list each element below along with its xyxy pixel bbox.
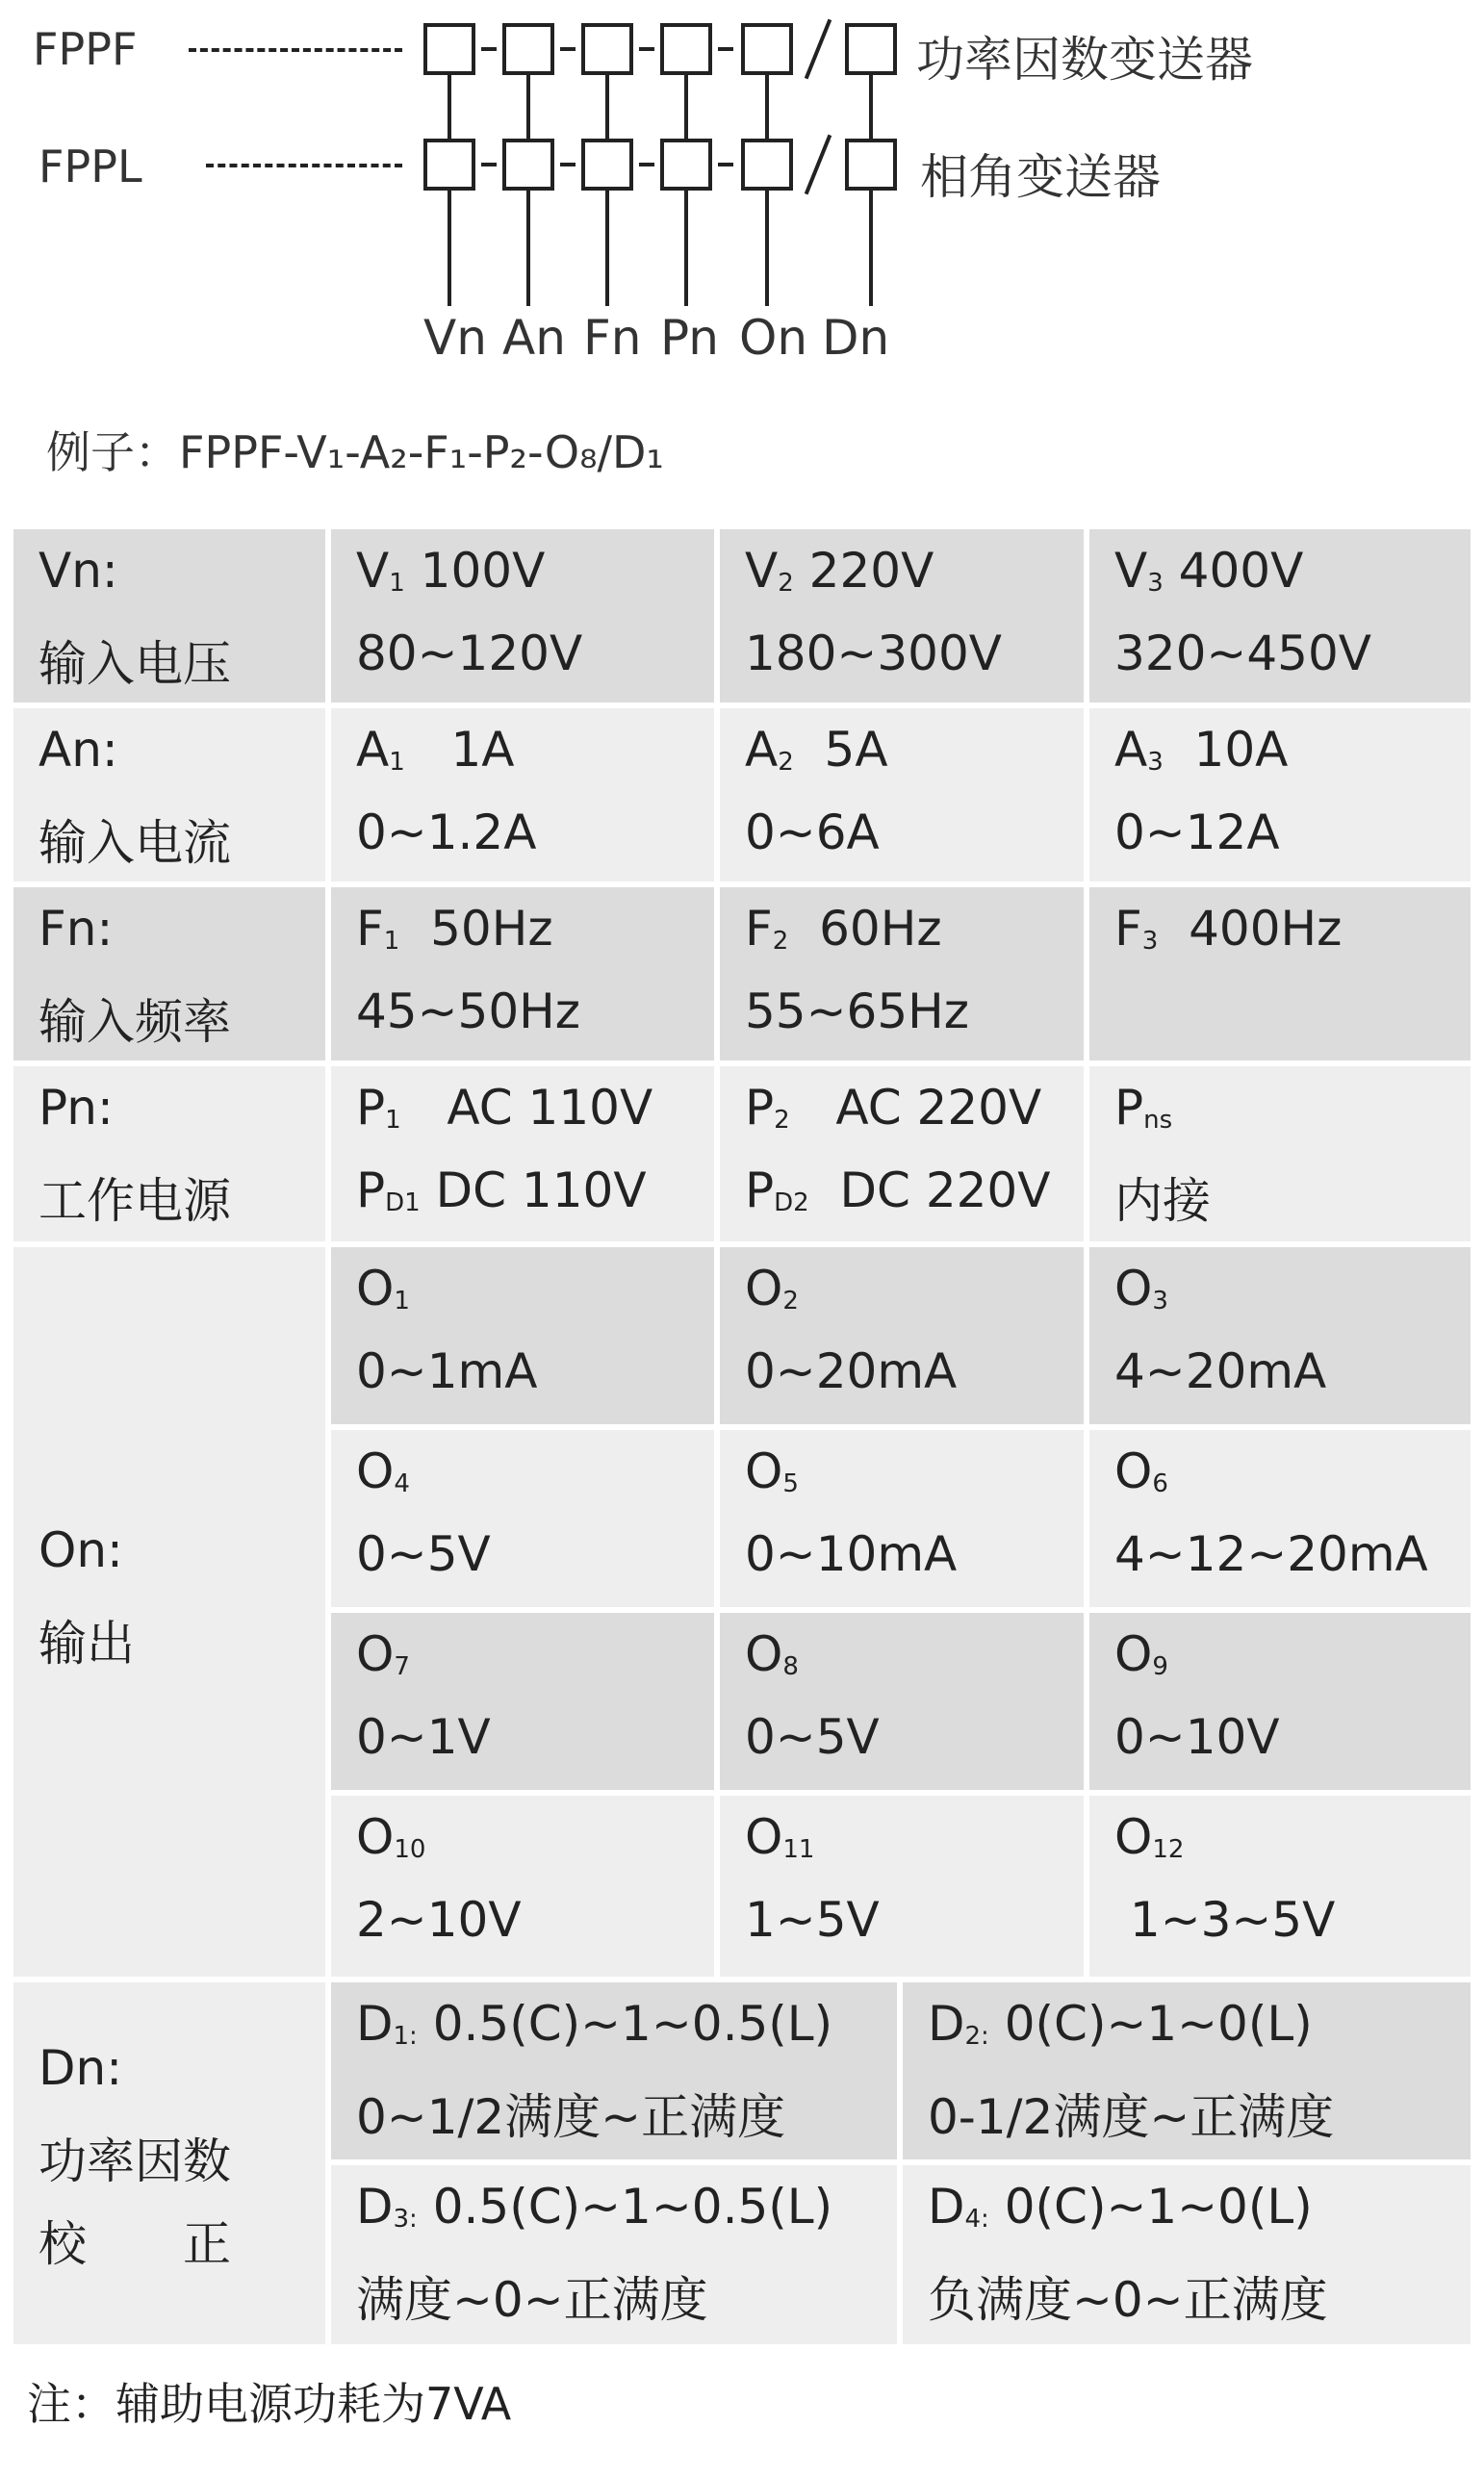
hyphen <box>718 47 733 51</box>
code-box <box>502 23 554 75</box>
cell-d1: $D_{1:}$ 0.5(C)~1~0.5(L) 0~1/2满度~正满度 <box>331 1982 897 2159</box>
cell-o9: $O_9$ 0~10V <box>1089 1613 1471 1790</box>
drop-line <box>869 191 873 306</box>
connector <box>605 75 609 139</box>
cell-o3: $O_3$ 4~20mA <box>1089 1247 1471 1424</box>
row-header-an: An: 输入电流 <box>13 708 325 881</box>
code-fppf: FPPF <box>33 23 138 75</box>
name-fppf: 功率因数变送器 <box>916 32 1253 88</box>
footnote: 注：辅助电源功耗为7VA <box>27 2378 512 2430</box>
cell-o11: $O_{11}$ 1~5V <box>720 1796 1084 1977</box>
code-box <box>502 139 554 191</box>
axis-label-fn: Fn <box>583 310 642 366</box>
hyphen <box>560 47 576 51</box>
cell-d2: $D_{2:}$ 0(C)~1~0(L) 0-1/2满度~正满度 <box>903 1982 1471 2159</box>
code-box <box>423 139 475 191</box>
cell-o4: $O_4$ 0~5V <box>331 1430 714 1607</box>
cell-pns: $P_{ns}$ 内接 <box>1089 1066 1471 1241</box>
code-box <box>581 23 633 75</box>
cell-o1: $O_1$ 0~1mA <box>331 1247 714 1424</box>
connector <box>765 75 769 139</box>
drop-line <box>684 191 688 306</box>
hyphen <box>718 163 733 166</box>
code-box <box>741 23 793 75</box>
drop-line <box>765 191 769 306</box>
hyphen <box>639 47 654 51</box>
cell-o2: $O_2$ 0~20mA <box>720 1247 1084 1424</box>
row-header-pn: Pn: 工作电源 <box>13 1066 325 1241</box>
cell-o5: $O_5$ 0~10mA <box>720 1430 1084 1607</box>
code-box <box>845 139 897 191</box>
code-box <box>581 139 633 191</box>
axis-label-pn: Pn <box>660 310 719 366</box>
row-header-fn: Fn: 输入频率 <box>13 887 325 1060</box>
slash <box>805 135 832 195</box>
cell-f2: $F_2$ 60Hz 55~65Hz <box>720 887 1084 1060</box>
axis-label-vn: Vn <box>423 310 487 366</box>
connector <box>526 75 530 139</box>
axis-label-an: An <box>502 310 566 366</box>
example-label: 例子： <box>46 426 179 478</box>
slash <box>805 19 832 80</box>
example-code: FPPF-V₁-A₂-F₁-P₂-O₈/D₁ <box>179 426 664 478</box>
cell-v2: $V_2$ 220V 180~300V <box>720 529 1084 703</box>
drop-line <box>448 191 451 306</box>
cell-o6: $O_6$ 4~12~20mA <box>1089 1430 1471 1607</box>
cell-p1: $P_1$ AC 110V $P_{D1}$ DC 110V <box>331 1066 714 1241</box>
hyphen <box>481 163 497 166</box>
example-line <box>46 418 664 481</box>
cell-a3: $A_3$ 10A 0~12A <box>1089 708 1471 881</box>
cell-a2: $A_2$ 5A 0~6A <box>720 708 1084 881</box>
axis-label-dn: Dn <box>822 310 890 366</box>
axis-label-on: On <box>739 310 808 366</box>
hyphen <box>481 47 497 51</box>
row-header-dn: Dn: 功率因数 校 正 <box>13 1982 325 2344</box>
code-box <box>660 23 712 75</box>
connector <box>684 75 688 139</box>
cell-p2: $P_2$ AC 220V $P_{D2}$ DC 220V <box>720 1066 1084 1241</box>
drop-line <box>526 191 530 306</box>
cell-o12: $O_{12}$ 1~3~5V <box>1089 1796 1471 1977</box>
code-box <box>741 139 793 191</box>
cell-o7: $O_7$ 0~1V <box>331 1613 714 1790</box>
hyphen <box>639 163 654 166</box>
cell-f3: $F_3$ 400Hz <box>1089 887 1471 1060</box>
name-fppl: 相角变送器 <box>920 149 1161 205</box>
dash-line-1 <box>189 48 402 56</box>
cell-f1: $F_1$ 50Hz 45~50Hz <box>331 887 714 1060</box>
row-header-vn: Vn: 输入电压 <box>13 529 325 703</box>
cell-v1: $V_1$ 100V 80~120V <box>331 529 714 703</box>
cell-d4: $D_{4:}$ 0(C)~1~0(L) 负满度~0~正满度 <box>903 2165 1471 2344</box>
hyphen <box>560 163 576 166</box>
connector <box>448 75 451 139</box>
row-header-on: On: 输出 <box>13 1247 325 1977</box>
cell-o10: $O_{10}$ 2~10V <box>331 1796 714 1977</box>
code-fppl: FPPL <box>38 141 142 192</box>
code-box <box>660 139 712 191</box>
cell-d3: $D_{3:}$ 0.5(C)~1~0.5(L) 满度~0~正满度 <box>331 2165 897 2344</box>
connector <box>869 75 873 139</box>
drop-line <box>605 191 609 306</box>
dash-line-2 <box>206 164 402 171</box>
cell-v3: $V_3$ 400V 320~450V <box>1089 529 1471 703</box>
cell-a1: $A_1$ 1A 0~1.2A <box>331 708 714 881</box>
code-box <box>845 23 897 75</box>
code-box <box>423 23 475 75</box>
cell-o8: $O_8$ 0~5V <box>720 1613 1084 1790</box>
